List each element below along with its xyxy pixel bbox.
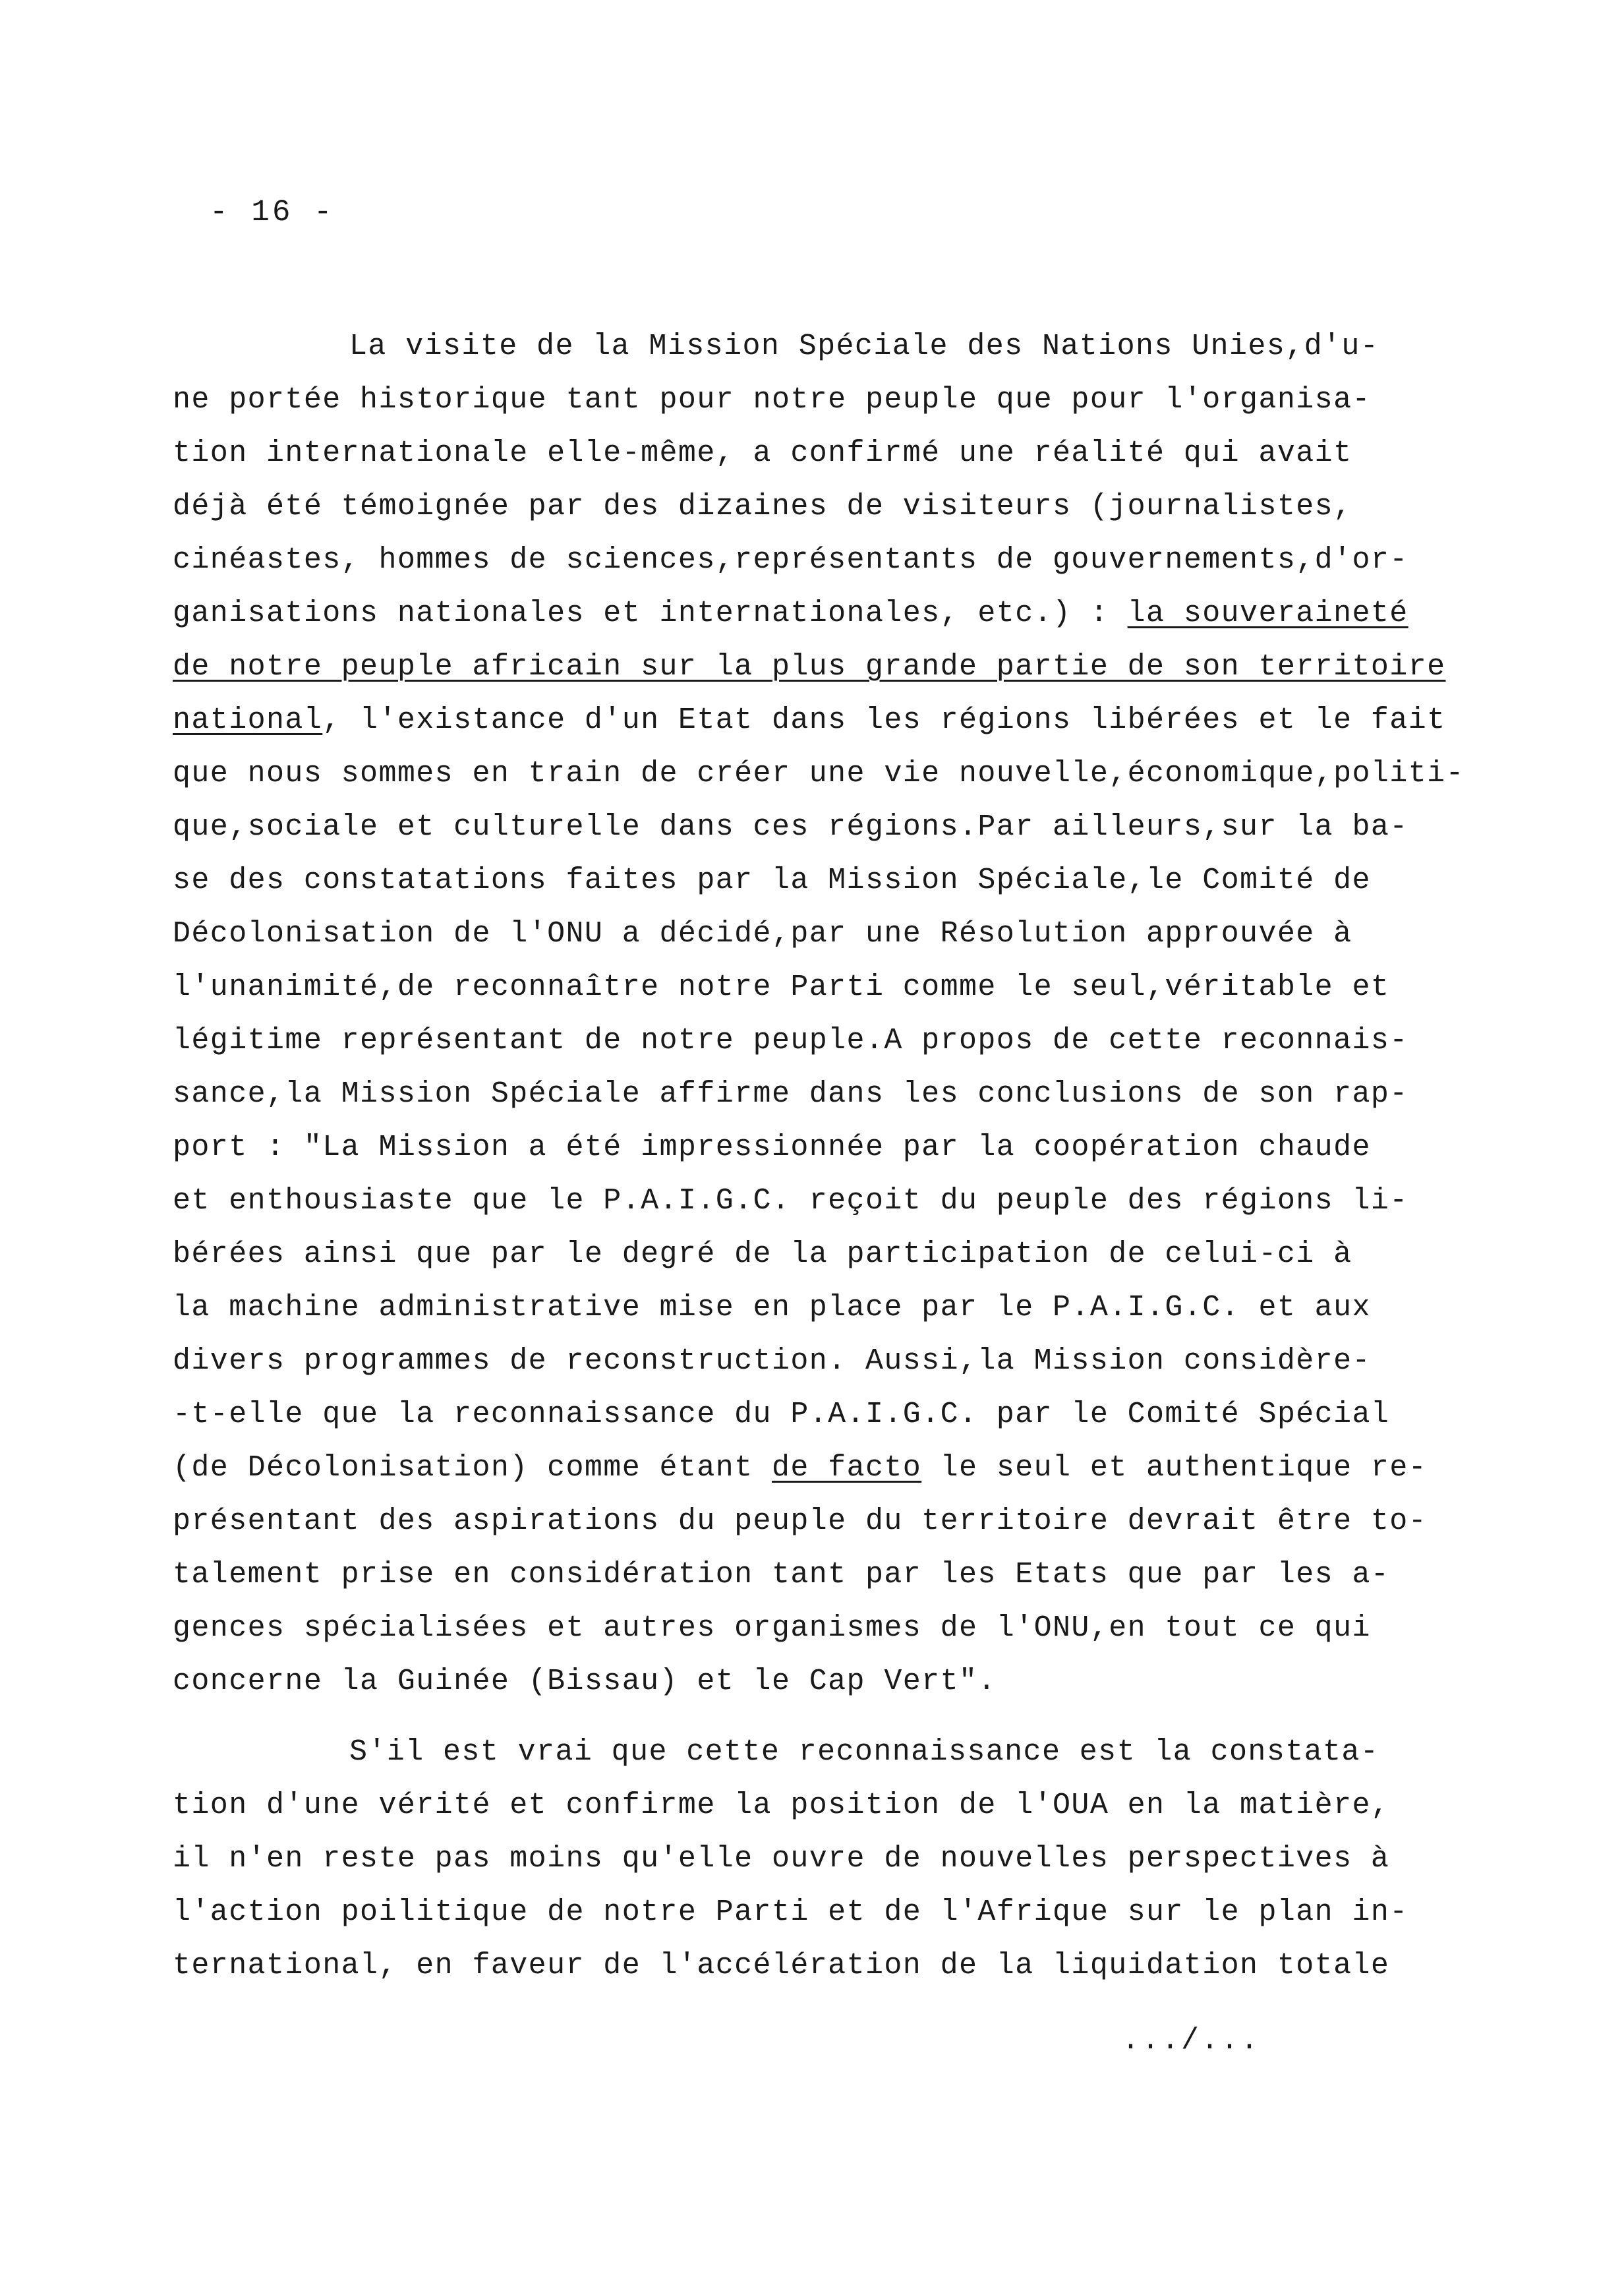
underlined-text: la souveraineté [1127,597,1408,630]
text-line: -t-elle que la reconnaissance du P.A.I.G.C. par le Comité Spécial [173,1398,1390,1431]
text-segment: le seul et authentique re- [921,1451,1428,1485]
text-line: concerne la Guinée (Bissau) et le Cap Vert". [173,1665,997,1698]
text-line: l'unanimité,de reconnaître notre Parti comme le seul,véritable et [173,970,1390,1004]
text-line [173,594,1408,634]
underlined-text-line: de notre peuple africain sur la plus grande partie de son territoire [173,650,1446,684]
text-line: ne portée historique tant pour notre peuple que pour l'organisa- [173,383,1371,417]
text-line: se des constatations faites par la Mission Spéciale,le Comité de [173,864,1371,897]
underlined-text: de facto [771,1451,922,1485]
text-line [173,701,1446,740]
text-segment: (de Décolonisation) comme étant [173,1451,772,1485]
text-line: talement prise en considération tant par les Etats que par les a- [173,1558,1390,1591]
text-line: gences spécialisées et autres organismes de l'ONU,en tout ce qui [173,1611,1371,1645]
text-line: que,sociale et culturelle dans ces régions.Par ailleurs,sur la ba- [173,810,1408,844]
text-line: port : "La Mission a été impressionnée par la coopération chaude [173,1131,1371,1164]
page-number: - 16 - [210,195,335,229]
text-line: légitime représentant de notre peuple.A propos de cette reconnais- [173,1024,1408,1057]
text-line: sance,la Mission Spéciale affirme dans les conclusions de son rap- [173,1077,1408,1111]
underlined-text: national [173,703,323,737]
text-line: déjà été témoignée par des dizaines de visiteurs (journalistes, [173,490,1352,523]
text-segment: ganisations nationales et internationales, etc.) : [173,597,1128,630]
text-line [173,1448,1427,1488]
text-line: cinéastes, hommes de sciences,représentants de gouvernements,d'or- [173,543,1408,577]
continuation-mark: .../... [1122,2024,1261,2058]
text-line: divers programmes de reconstruction. Aussi,la Mission considère- [173,1344,1371,1378]
text-line: l'action poilitique de notre Parti et de l'Afrique sur le plan in- [173,1895,1408,1929]
text-segment: , l'existance d'un Etat dans les régions libérées et le fait [322,703,1446,737]
text-line: La visite de la Mission Spéciale des Nations Unies,d'u- [349,330,1379,363]
text-line: S'il est vrai que cette reconnaissance est la constata- [349,1735,1379,1769]
text-line: présentant des aspirations du peuple du territoire devrait être to- [173,1504,1428,1538]
text-line: bérées ainsi que par le degré de la participation de celui-ci à [173,1237,1352,1271]
text-line: il n'en reste pas moins qu'elle ouvre de nouvelles perspectives à [173,1842,1390,1876]
text-line: la machine administrative mise en place par le P.A.I.G.C. et aux [173,1291,1371,1324]
text-line: ternational, en faveur de l'accélération de la liquidation totale [173,1949,1390,1982]
text-line: que nous sommes en train de créer une vie nouvelle,économique,politi- [173,757,1464,790]
text-line: Décolonisation de l'ONU a décidé,par une Résolution approuvée à [173,917,1352,951]
text-line: tion internationale elle-même, a confirmé une réalité qui avait [173,436,1352,470]
text-line: et enthousiaste que le P.A.I.G.C. reçoit du peuple des régions li- [173,1184,1408,1218]
text-line: tion d'une vérité et confirme la position de l'OUA en la matière, [173,1789,1390,1822]
